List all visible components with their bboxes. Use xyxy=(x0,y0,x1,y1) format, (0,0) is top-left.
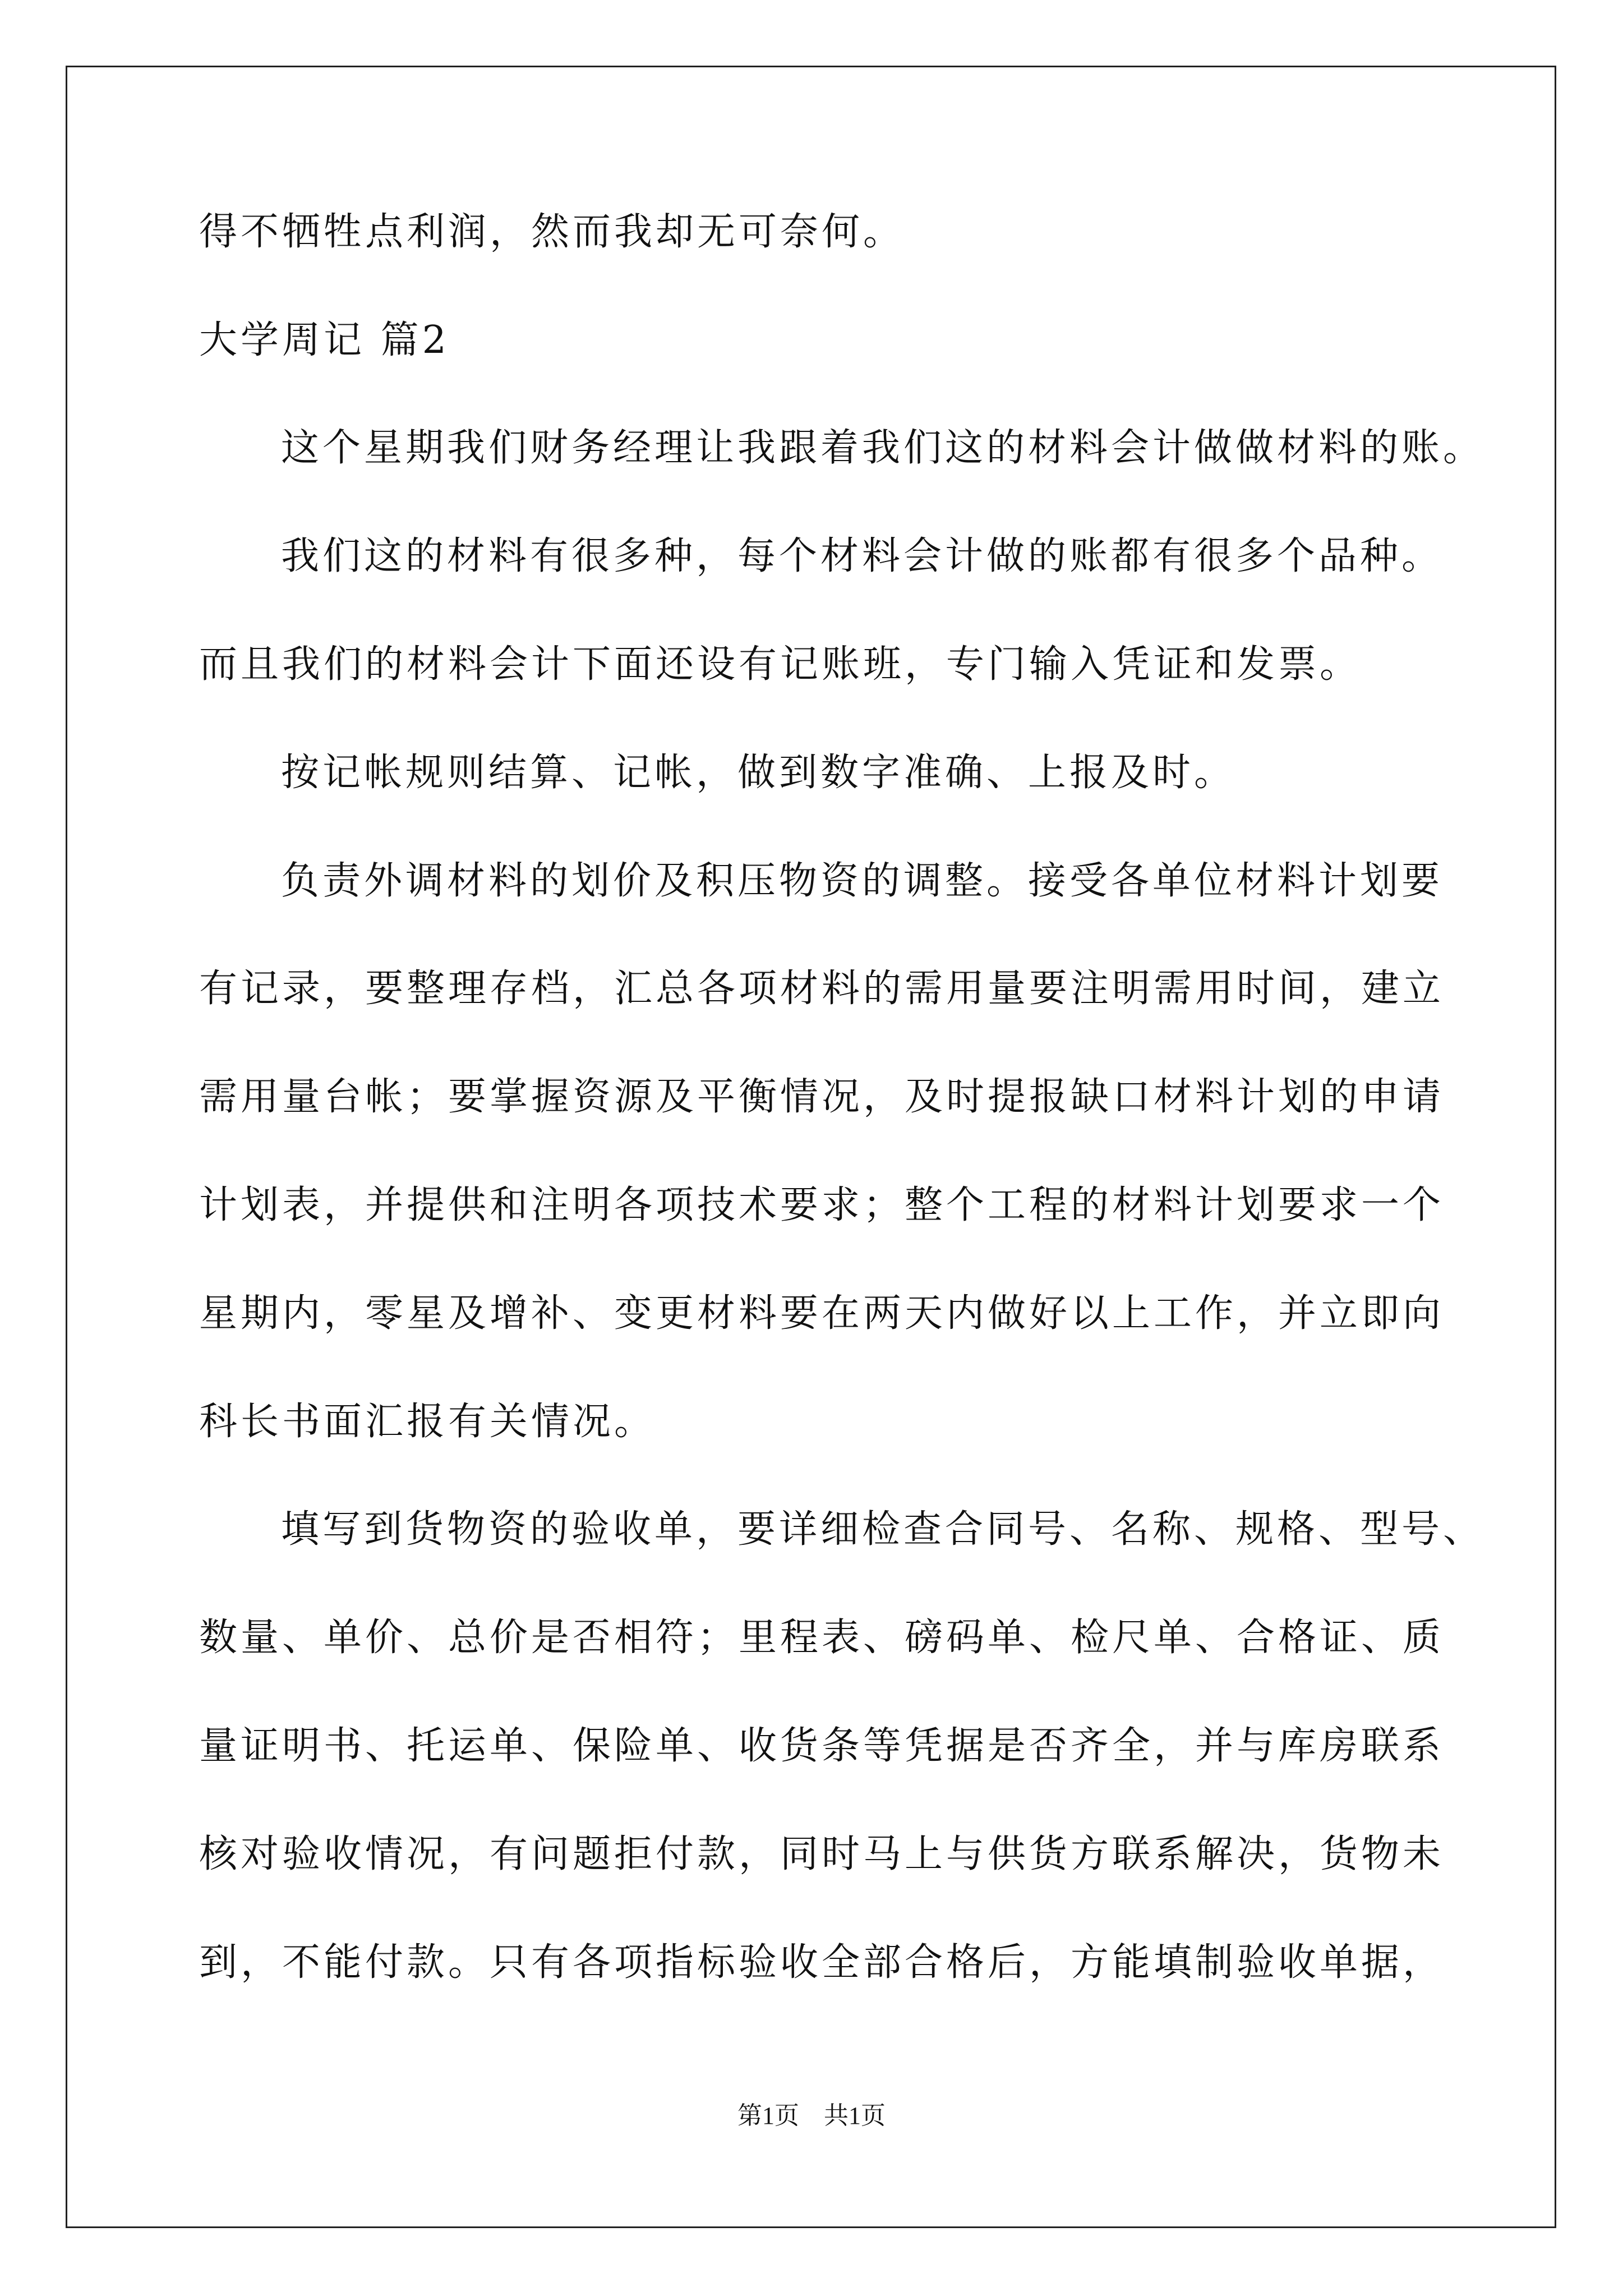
paragraph-line: 科长书面汇报有关情况。 xyxy=(199,1400,656,1444)
paragraph-line: 星期内，零星及增补、变更材料要在两天内做好以上工作，并立即向 xyxy=(199,1291,1445,1336)
paragraph-line: 到，不能付款。只有各项指标验收全部合格后，方能填制验收单据， xyxy=(199,1940,1445,1985)
section-heading: 大学周记 篇2 xyxy=(199,318,450,362)
paragraph-line: 有记录，要整理存档，汇总各项材料的需用量要注明需用时间，建立 xyxy=(199,967,1445,1011)
page-footer: 第1页 共1页 xyxy=(737,2102,886,2129)
paragraph-line: 按记帐规则结算、记帐，做到数字准确、上报及时。 xyxy=(281,751,1236,795)
page-border xyxy=(66,66,1556,2228)
paragraph-line: 负责外调材料的划价及积压物资的调整。接受各单位材料计划要 xyxy=(281,859,1444,903)
paragraph-line: 这个星期我们财务经理让我跟着我们这的材料会计做做材料的账。 xyxy=(281,426,1485,470)
paragraph-line: 我们这的材料有很多种，每个材料会计做的账都有很多个品种。 xyxy=(281,534,1444,578)
paragraph-line: 量证明书、托运单、保险单、收货条等凭据是否齐全，并与库房联系 xyxy=(199,1724,1445,1768)
paragraph-line: 数量、单价、总价是否相符；里程表、磅码单、检尺单、合格证、质 xyxy=(199,1616,1445,1660)
text-line: 得不牺牲点利润，然而我却无可奈何。 xyxy=(199,210,905,254)
paragraph-line: 需用量台帐；要掌握资源及平衡情况，及时提报缺口材料计划的申请 xyxy=(199,1075,1445,1119)
paragraph-line: 而且我们的材料会计下面还设有记账班，专门输入凭证和发票。 xyxy=(199,642,1362,687)
paragraph-line: 核对验收情况，有问题拒付款，同时马上与供货方联系解决，货物未 xyxy=(199,1832,1445,1876)
paragraph-line: 填写到货物资的验收单，要详细检查合同号、名称、规格、型号、 xyxy=(281,1507,1485,1552)
paragraph-line: 计划表，并提供和注明各项技术要求；整个工程的材料计划要求一个 xyxy=(199,1183,1445,1227)
